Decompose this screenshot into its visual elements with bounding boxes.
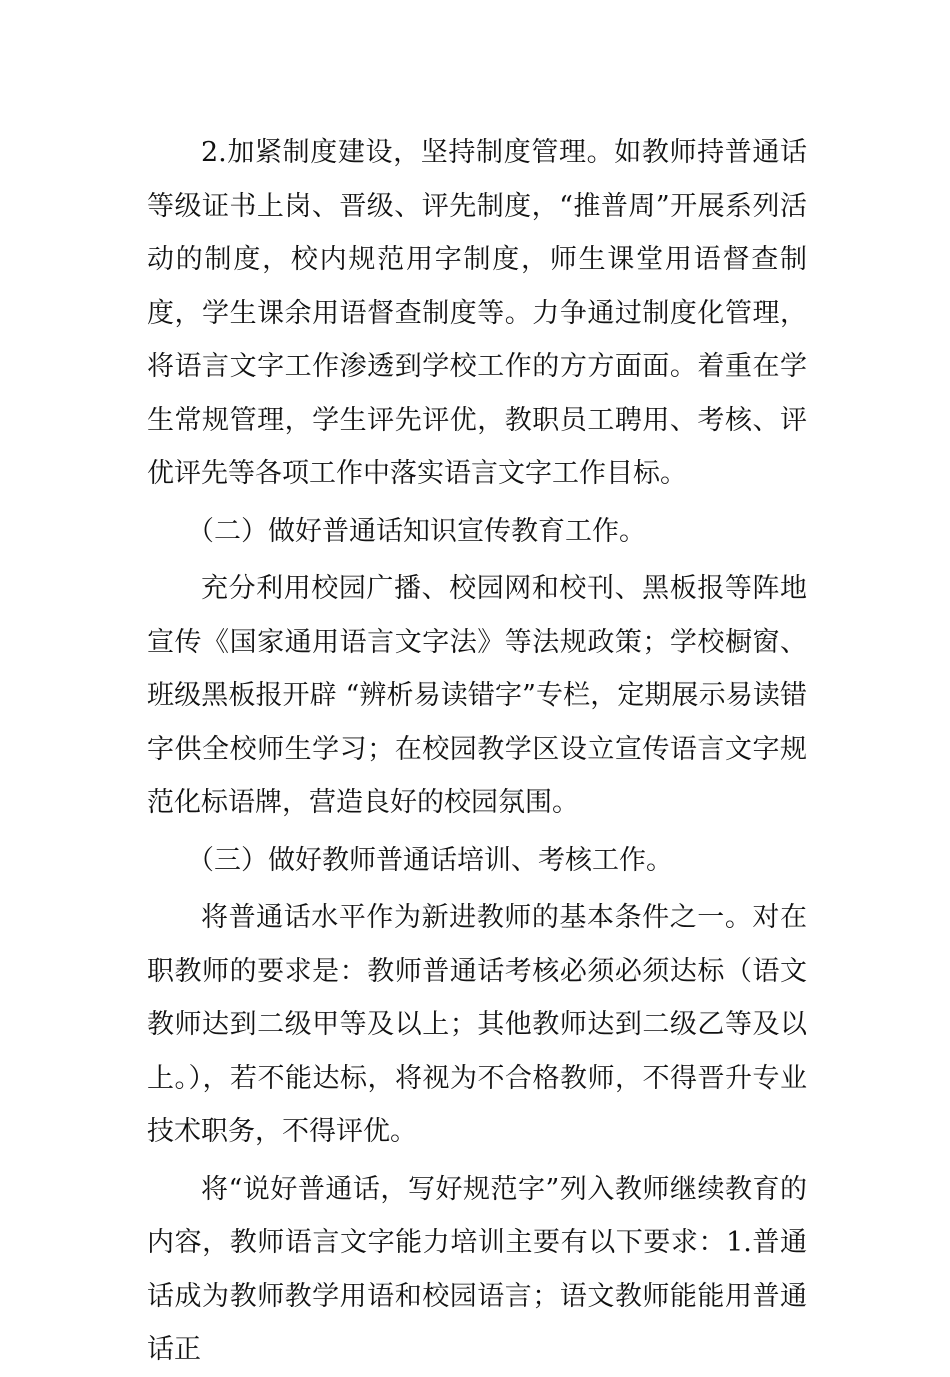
- document-body: [147, 126, 807, 1377]
- paragraph-publicity: 充分利用校园广播、校园网和校刊、黑板报等阵地宣传《国家通用语言文字法》等法规政策；学校橱窗、班级黑板报开辟 “辨析易读错字”专栏，定期展示易读错字供全校师生学习；在校园教学区设立宣传语言文字规范化标语牌，营造良好的校园氛围。: [147, 573, 807, 818]
- section-heading-2: （二）做好普通话知识宣传教育工作。: [187, 515, 646, 547]
- paragraph-teacher-requirements: 将普通话水平作为新进教师的基本条件之一。对在职教师的要求是：教师普通话考核必须必须达标（语文教师达到二级甲等及以上；其他教师达到二级乙等及以上。），若不能达标，将视为不合格教师，不得晋升专业技术职务，不得评优。: [147, 902, 807, 1147]
- section-heading-3: （三）做好教师普通话培训、考核工作。: [187, 844, 673, 876]
- paragraph-system-building: 2.加紧制度建设，坚持制度管理。如教师持普通话等级证书上岗、晋级、评先制度，“推普周”开展系列活动的制度，校内规范用字制度，师生课堂用语督查制度，学生课余用语督查制度等。力争通过制度化管理，将语言文字工作渗透到学校工作的方方面面。着重在学生常规管理，学生评先评优，教职员工聘用、考核、评优评先等各项工作中落实语言文字工作目标。: [147, 137, 807, 489]
- paragraph-teacher-training: 将“说好普通话，写好规范字”列入教师继续教育的内容，教师语言文字能力培训主要有以下要求：1.普通话成为教师教学用语和校园语言；语文教师能能用普通话正: [147, 1173, 807, 1365]
